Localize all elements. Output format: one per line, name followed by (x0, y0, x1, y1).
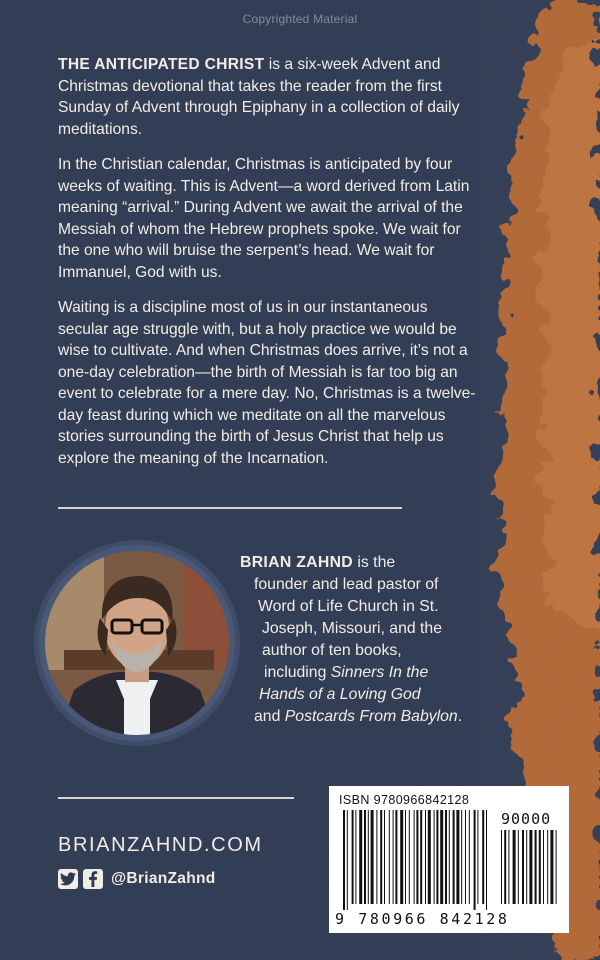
author-website: BRIANZAHND.COM (58, 834, 263, 856)
social-links (58, 869, 216, 889)
twitter-icon (58, 869, 78, 889)
isbn-label: ISBN 9780966842128 (339, 793, 470, 807)
description-paragraph-1: THE ANTICIPATED CHRIST is a six-week Advent and Christmas devotional that takes the reader from the first Sunday of Advent through Epiphany in a collection of daily meditations. (58, 56, 460, 138)
description-paragraph-2: In the Christian calendar, Christmas is anticipated by four weeks of waiting. This is Advent—a word derived from Latin meaning “arrival.” During Advent we await the arrival of the Messiah of whom the Hebrew prophets spoke. We wait for the one who will bruise the serpent’s head. We wait for Immanuel, God with us. (58, 156, 470, 281)
divider-bottom (58, 797, 294, 799)
author-photo (34, 540, 240, 746)
isbn-digits: 9 780966 842128 (335, 910, 510, 928)
author-bio: BRIAN ZAHND is the founder and lead pastor of Word of Life Church in St. Joseph, Missouri, and the author of ten books, including Sinners In the Hands of a Loving God and Postcards From Babylon. (240, 554, 463, 725)
facebook-icon (83, 869, 103, 889)
description-paragraph-3: Waiting is a discipline most of us in our instantaneous secular age struggle with, but a holy practice we would be wise to cultivate. And when Christmas does arrive, it’s not a one-day celebration—the birth of Messiah is far too big an event to celebrate for a mere day. No, Christmas is a twelve-day feast during which we meditate on all the marvelous stories surrounding the birth of Jesus Christ that help us explore the meaning of the Incarnation. (58, 299, 476, 467)
divider-top (58, 507, 402, 509)
description (58, 54, 478, 483)
author-name: BRIAN ZAHND (240, 554, 353, 571)
copyright-watermark: Copyrighted Material (242, 12, 358, 26)
price-code: 90000 (501, 810, 552, 828)
book-title-inline: THE ANTICIPATED CHRIST (58, 56, 265, 73)
social-handle: @BrianZahnd (111, 870, 216, 887)
isbn-barcode-box (329, 786, 569, 933)
